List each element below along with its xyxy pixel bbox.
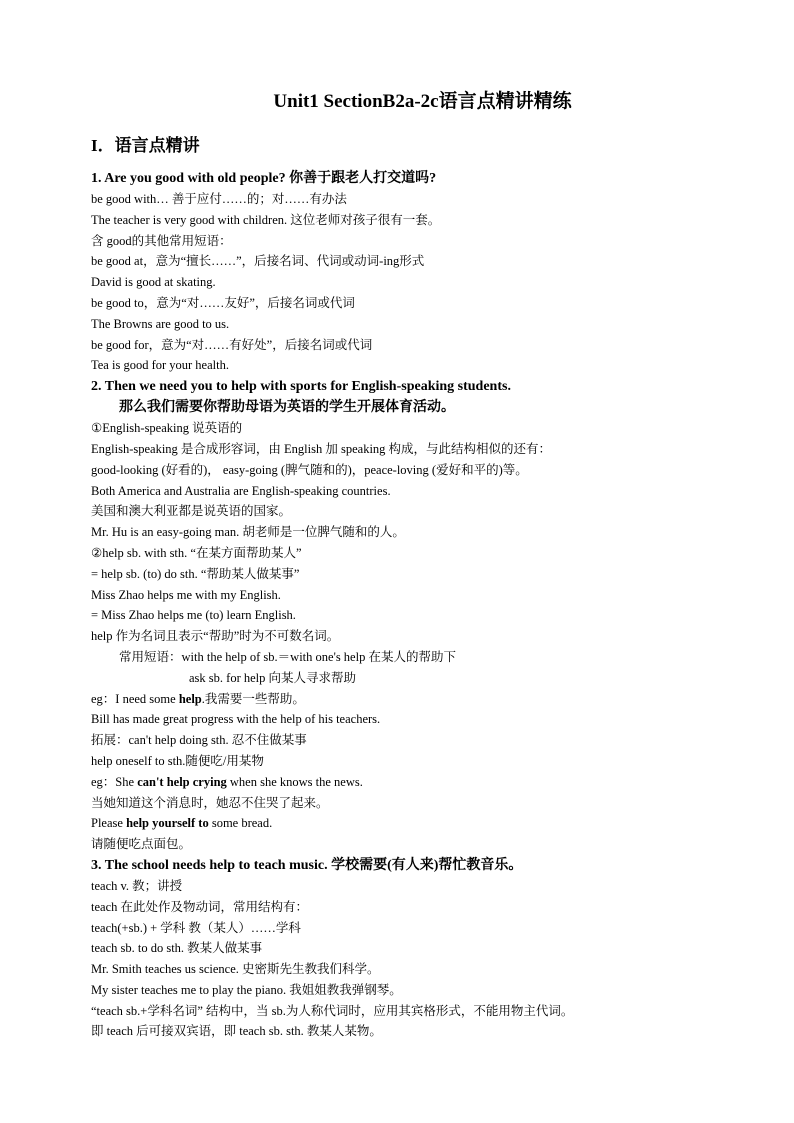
text-line: teach 在此处作及物动词，常用结构有：	[91, 899, 308, 914]
text-line: be good to，意为“对……友好”，后接名词或代词	[91, 295, 355, 310]
point-heading: 1. Are you good with old people? 你善于跟老人打交道吗?	[91, 171, 437, 186]
text-line: help oneself to sth.随便吃/用某物	[91, 753, 264, 768]
text-line: English-speaking 是合成形容词，由 English 加 speaking 构成，与此结构相似的还有：	[91, 441, 552, 456]
emphasis-text: help	[178, 691, 202, 706]
text-line: Tea is good for your health.	[91, 358, 229, 373]
text-line: My sister teaches me to play the piano. 我姐姐教我弹钢琴。	[91, 982, 402, 997]
text-line: teach v. 教；讲授	[91, 878, 183, 893]
text-span: Please	[91, 816, 127, 831]
text-line: Bill has made great progress with the help of his teachers.	[91, 712, 381, 727]
emphasis-text: can't help crying	[137, 774, 227, 789]
text-line: ②help sb. with sth. “在某方面帮助某人”	[91, 545, 302, 560]
text-line: 即 teach 后可接双宾语，即 teach sb. sth. 教某人某物。	[91, 1024, 382, 1039]
text-line: be good for，意为“对……有好处”，后接名词或代词	[91, 337, 373, 352]
emphasis-text: help yourself to	[126, 816, 209, 831]
text-line: 常用短语：with the help of sb.＝with one's help 在某人的帮助下	[119, 649, 456, 664]
text-line: 请随便吃点面包。	[91, 837, 192, 852]
text-line: ask sb. for help 向某人寻求帮助	[189, 670, 356, 685]
text-line: The teacher is very good with children. 这位老师对孩子很有一套。	[91, 212, 441, 227]
text-line: ①English-speaking 说英语的	[91, 421, 243, 436]
text-line: be good at，意为“擅长……”，后接名词、代词或动词-ing形式	[91, 254, 425, 269]
text-line: Mr. Smith teaches us science. 史密斯先生教我们科学。	[91, 962, 380, 977]
text-span: .我需要一些帮助。	[201, 691, 305, 706]
text-line: teach(+sb.) + 学科 教（某人）……学科	[91, 920, 301, 935]
text-line: be good with… 善于应付……的；对……有办法	[91, 192, 347, 206]
text-line: Miss Zhao helps me with my English.	[91, 587, 281, 602]
section-heading: I．语言点精讲	[91, 136, 200, 155]
document-title: Unit1 SectionB2a-2c语言点精讲精练	[273, 91, 572, 112]
text-line: 当她知道这个消息时，她忍不住哭了起来。	[91, 795, 329, 810]
text-line: help 作为名词且表示“帮助”时为不可数名词。	[91, 629, 340, 644]
text-line	[91, 813, 734, 834]
text-line: Mr. Hu is an easy-going man. 胡老师是一位脾气随和的人。	[91, 525, 405, 540]
text-line: “teach sb.+学科名词” 结构中，当 sb.为人称代词时，应用其宾格形式，不能用物主代词。	[91, 1003, 574, 1018]
text-span: eg：I need some	[91, 691, 179, 706]
point-heading: 那么我们需要你帮助母语为英语的学生开展体育活动。	[119, 400, 455, 416]
text-line: 美国和澳大利亚都是说英语的国家。	[91, 504, 292, 519]
text-line: = help sb. (to) do sth. “帮助某人做某事”	[91, 566, 300, 581]
text-line: Both America and Australia are English-speaking countries.	[91, 483, 391, 498]
text-span: when she knows the news.	[226, 774, 363, 789]
text-line: good-looking (好看的)， easy-going (脾气随和的)，peace-loving (爱好和平的)等。	[91, 462, 528, 477]
text-line	[91, 689, 734, 710]
document-body	[91, 168, 734, 1042]
text-line: = Miss Zhao helps me (to) learn English.	[91, 608, 296, 623]
point-heading: 2. Then we need you to help with sports for English-speaking students.	[91, 379, 511, 395]
point-heading: 3. The school needs help to teach music. 学校需要(有人来)帮忙教音乐。	[91, 857, 523, 873]
text-line: 含 good的其他常用短语：	[91, 233, 232, 248]
text-line: 拓展：can't help doing sth. 忍不住做某事	[91, 733, 307, 748]
text-line: David is good at skating.	[91, 275, 216, 290]
text-line: The Browns are good to us.	[91, 316, 230, 331]
text-line	[91, 772, 734, 793]
text-span: eg：She	[91, 774, 138, 789]
text-span: some bread.	[208, 816, 273, 831]
text-line: teach sb. to do sth. 教某人做某事	[91, 941, 263, 956]
